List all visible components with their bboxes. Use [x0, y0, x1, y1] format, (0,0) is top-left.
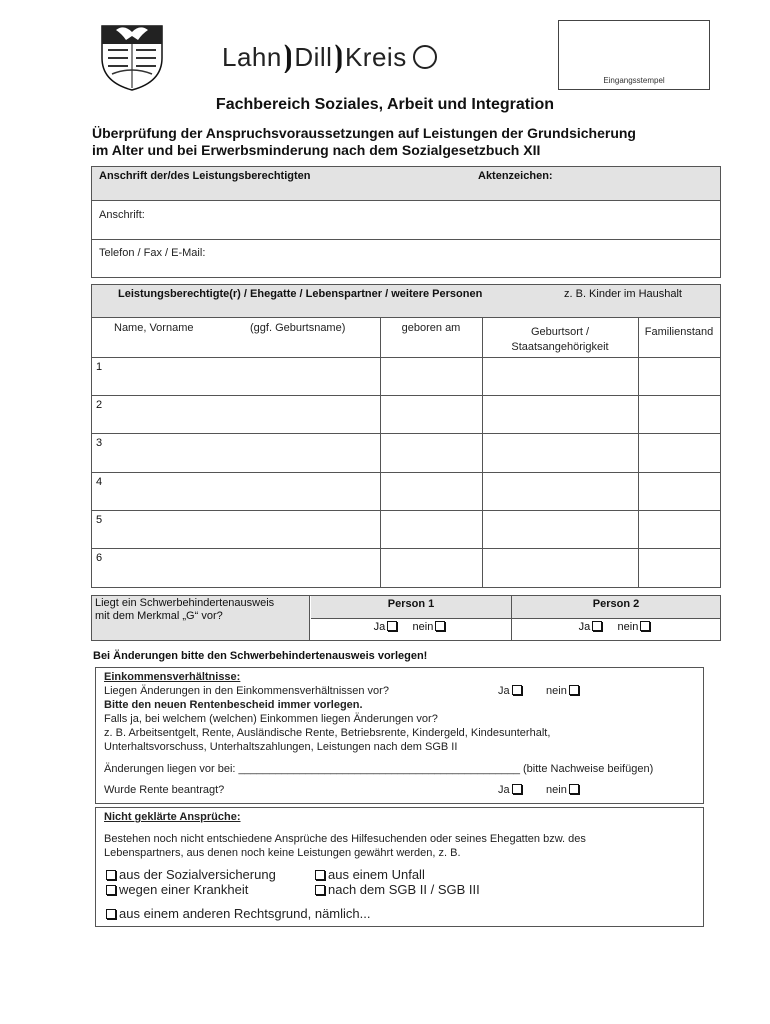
pension-yes-no	[498, 784, 582, 796]
checkbox-icon[interactable]	[315, 885, 325, 895]
table-row-number: 2	[96, 399, 103, 411]
logo-separator: ⦘	[333, 40, 344, 73]
table-row-number: 5	[96, 514, 103, 526]
income-examples-2: Unterhaltsvorschuss, Unterhaltszahlungen, Leistungen nach dem SGB II	[104, 741, 458, 753]
persons-table-title: Leistungsberechtigte(r) / Ehegatte / Lebenspartner / weitere Personen	[118, 288, 483, 300]
disability-question-line-1: Liegt ein Schwerbehindertenausweis	[95, 597, 275, 609]
claim-option-label: aus einem Unfall	[328, 867, 425, 882]
pension-notice: Bitte den neuen Rentenbescheid immer vorlegen.	[104, 699, 363, 711]
checkbox-icon[interactable]	[106, 909, 116, 919]
checkbox-icon[interactable]	[315, 870, 325, 880]
claims-title: Nicht geklärte Ansprüche:	[104, 811, 241, 823]
address-field-label: Anschrift:	[99, 209, 145, 221]
contact-field-label: Telefon / Fax / E-Mail:	[99, 247, 206, 259]
logo-separator: ⦘	[282, 40, 294, 73]
pension-question: Wurde Rente beantragt?	[104, 784, 225, 796]
claim-option-accident[interactable]	[313, 867, 425, 882]
income-title: Einkommensverhältnisse:	[104, 671, 241, 683]
checkbox-icon[interactable]	[106, 870, 116, 880]
pension-no-label: nein	[546, 784, 567, 796]
claim-option-social-insurance[interactable]	[104, 867, 276, 882]
income-yes-no	[498, 685, 582, 697]
income-no-label: nein	[546, 685, 567, 697]
checkbox-icon[interactable]	[106, 885, 116, 895]
logo-part-kreis: Kreis	[344, 42, 407, 72]
claims-text-2: Lebenspartners, aus denen noch keine Leistungen gewährt werden, z. B.	[104, 847, 461, 859]
claim-option-label: nach dem SGB II / SGB III	[328, 882, 480, 897]
disability-question-line-2: mit dem Merkmal „G“ vor?	[95, 610, 223, 622]
receipt-stamp-box	[558, 20, 710, 90]
persons-table-header	[92, 285, 720, 318]
pension-yes-checkbox[interactable]	[512, 784, 522, 794]
address-section	[91, 166, 721, 278]
table-row-number: 1	[96, 361, 103, 373]
column-marital-status: Familienstand	[644, 326, 714, 338]
form-title-line-2: im Alter und bei Erwerbsminderung nach dem Sozialgesetzbuch XII	[92, 142, 541, 158]
claims-section	[95, 807, 704, 927]
column-birthplace	[482, 325, 638, 355]
form-title	[92, 125, 732, 159]
table-row-number: 3	[96, 437, 103, 449]
claims-text-1: Bestehen noch nicht entschiedene Ansprüche des Hilfesuchenden oder seines Ehegatten bzw. des	[104, 833, 586, 845]
logo-part-lahn: Lahn	[222, 42, 282, 72]
logo-ring-icon	[413, 45, 437, 69]
column-born: geboren am	[401, 322, 461, 334]
person-1-options	[311, 618, 511, 640]
income-question: Liegen Änderungen in den Einkommensverhältnissen vor?	[104, 685, 389, 697]
column-birthplace-line-2: Staatsangehörigkeit	[511, 341, 609, 353]
person-2-no-label: nein	[617, 621, 639, 633]
department-heading: Fachbereich Soziales, Arbeit und Integration	[215, 96, 555, 113]
person-1-no-label: nein	[412, 621, 434, 633]
person-1-header: Person 1	[311, 596, 511, 619]
income-changes-field[interactable]: Änderungen liegen vor bei: ______________________________________________ (bitte Nachweise beifügen)	[104, 763, 654, 775]
pension-yes-label: Ja	[498, 784, 510, 796]
logo-part-dill: Dill	[294, 42, 333, 72]
persons-table	[91, 284, 721, 588]
address-header	[92, 167, 720, 201]
disability-table	[91, 595, 721, 641]
table-row-number: 6	[96, 552, 103, 564]
column-birthname: (ggf. Geburtsname)	[250, 322, 346, 334]
income-which-question: Falls ja, bei welchem (welchen) Einkommen liegen Änderungen vor?	[104, 713, 438, 725]
stamp-label: Eingangsstempel	[603, 76, 665, 85]
lahn-dill-kreis-logo	[222, 40, 437, 74]
income-examples-1: z. B. Arbeitsentgelt, Rente, Ausländische Rente, Betriebsrente, Kindergeld, Kindesunterhalt,	[104, 727, 551, 739]
pension-no-checkbox[interactable]	[569, 784, 579, 794]
coat-of-arms-logo	[94, 22, 170, 92]
income-yes-label: Ja	[498, 685, 510, 697]
person-2-no-checkbox[interactable]	[640, 621, 650, 631]
claim-option-label: aus der Sozialversicherung	[119, 867, 276, 882]
person-1-no-checkbox[interactable]	[435, 621, 445, 631]
person-2-header: Person 2	[512, 596, 720, 619]
person-2-yes-checkbox[interactable]	[592, 621, 602, 631]
claim-option-label: wegen einer Krankheit	[119, 882, 249, 897]
persons-table-note: z. B. Kinder im Haushalt	[564, 288, 682, 300]
person-2-yes-label: Ja	[578, 621, 591, 633]
column-name: Name, Vorname	[114, 322, 194, 334]
claim-option-illness[interactable]	[104, 882, 248, 897]
income-yes-checkbox[interactable]	[512, 685, 522, 695]
claim-option-sgb[interactable]	[313, 882, 480, 897]
person-2-options	[512, 618, 720, 640]
address-header-label: Anschrift der/des Leistungsberechtigten	[99, 170, 311, 182]
table-row-number: 4	[96, 476, 103, 488]
income-section	[95, 667, 704, 804]
disability-note: Bei Änderungen bitte den Schwerbehindertenausweis vorlegen!	[93, 650, 428, 662]
income-no-checkbox[interactable]	[569, 685, 579, 695]
disability-question	[92, 596, 310, 640]
address-field[interactable]	[92, 201, 720, 239]
column-birthplace-line-1: Geburtsort /	[530, 326, 590, 338]
person-1-yes-label: Ja	[373, 621, 386, 633]
form-title-line-1: Überprüfung der Anspruchsvoraussetzungen auf Leistungen der Grundsicherung	[92, 125, 636, 141]
claim-option-other[interactable]	[104, 906, 370, 921]
file-number-label: Aktenzeichen:	[478, 170, 553, 182]
claim-option-label: aus einem anderen Rechtsgrund, nämlich...	[119, 906, 371, 921]
contact-field[interactable]	[92, 240, 720, 277]
person-1-yes-checkbox[interactable]	[387, 621, 397, 631]
